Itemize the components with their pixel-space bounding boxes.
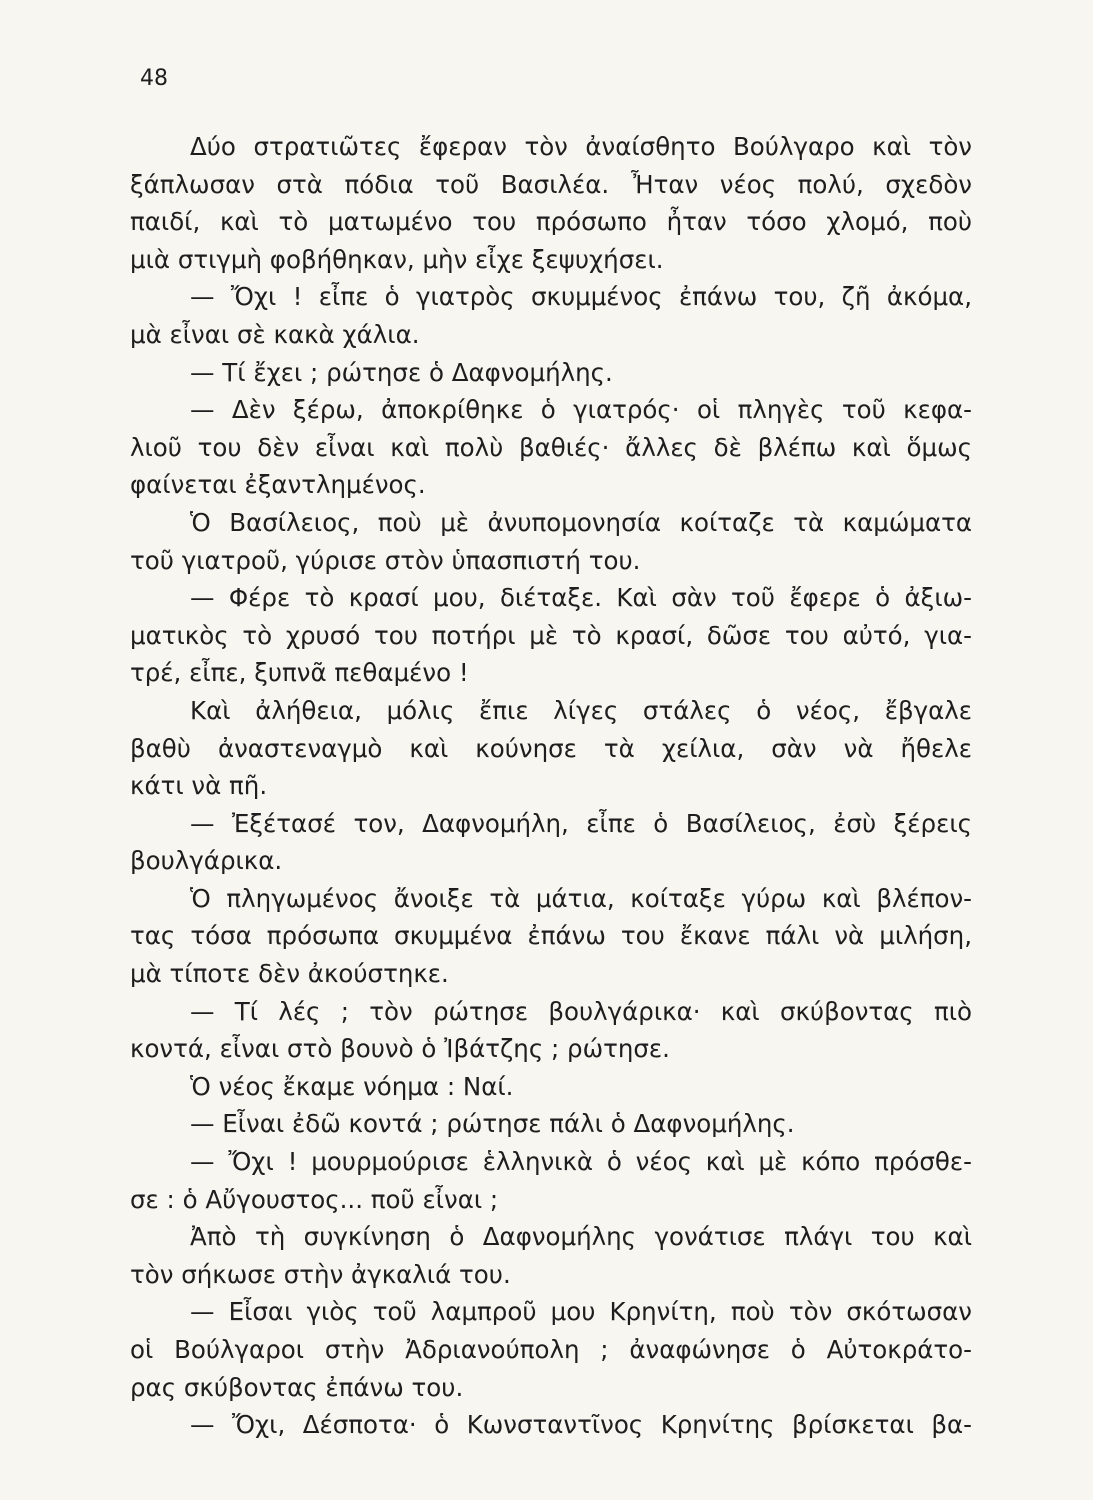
text-line: Ὁ νέος ἔκαμε νόημα : Ναί. xyxy=(190,1071,514,1101)
text-line: μιὰ στιγμὴ φοβήθηκαν, μὴν εἶχε ξεψυχήσει. xyxy=(130,244,664,274)
text-line: — Τί λές ; τὸν ρώτησε βουλγάρικα· καὶ σκύβοντας πιὸ xyxy=(190,996,972,1026)
text-line: Δύο στρατιῶτες ἔφεραν τὸν ἀναίσθητο Βούλγαρο καὶ τὸν xyxy=(190,132,972,161)
text-line: ξάπλωσαν στὰ πόδια τοῦ Βασιλέα. Ἦταν νέος πολύ, σχεδὸν xyxy=(130,169,972,199)
text-line: τρέ, εἶπε, ξυπνᾶ πεθαμένο ! xyxy=(130,658,469,688)
text-line: παιδί, καὶ τὸ ματωμένο του πρόσωπο ἦταν τόσο χλομό, ποὺ xyxy=(130,207,972,237)
text-line: — Ὄχι, Δέσποτα· ὁ Κωνσταντῖνος Κρηνίτης βρίσκεται βα- xyxy=(190,1410,972,1440)
text-line: μὰ τίποτε δὲν ἀκούστηκε. xyxy=(130,959,449,989)
text-line: κοντά, εἶναι στὸ βουνὸ ὁ Ἰβάτζης ; ρώτησε. xyxy=(130,1034,670,1064)
text-line: — Ὄχι ! εἶπε ὁ γιατρὸς σκυμμένος ἐπάνω του, ζῆ ἀκόμα, xyxy=(190,282,972,312)
text-line: βαθὺ ἀναστεναγμὸ καὶ κούνησε τὰ χείλια, σὰν νὰ ἤθελε xyxy=(130,733,972,763)
page-number: 48 xyxy=(140,66,168,91)
body-text xyxy=(130,128,972,1444)
text-line: τας τόσα πρόσωπα σκυμμένα ἐπάνω του ἔκανε πάλι νὰ μιλήση, xyxy=(130,921,972,951)
text-line: — Δὲν ξέρω, ἀποκρίθηκε ὁ γιατρός· οἱ πληγὲς τοῦ κεφα- xyxy=(190,395,972,425)
text-line: ρας σκύβοντας ἐπάνω του. xyxy=(130,1372,464,1402)
text-line: — Ἐξέτασέ τον, Δαφνομήλη, εἶπε ὁ Βασίλειος, ἐσὺ ξέρεις xyxy=(190,808,972,838)
text-line: — Φέρε τὸ κρασί μου, διέταξε. Καὶ σὰν τοῦ ἔφερε ὁ ἀξιω- xyxy=(190,583,972,613)
text-line: — Εἶναι ἐδῶ κοντά ; ρώτησε πάλι ὁ Δαφνομήλης. xyxy=(190,1109,795,1139)
text-line: φαίνεται ἐξαντλημένος. xyxy=(130,470,426,500)
text-line: Ὁ Βασίλειος, ποὺ μὲ ἀνυπομονησία κοίταζε τὰ καμώματα xyxy=(190,507,972,537)
text-line: μὰ εἶναι σὲ κακὰ χάλια. xyxy=(130,319,420,349)
text-line: βουλγάρικα. xyxy=(130,846,283,876)
text-line: Καὶ ἀλήθεια, μόλις ἔπιε λίγες στάλες ὁ νέος, ἔβγαλε xyxy=(190,695,972,725)
text-line: — Τί ἔχει ; ρώτησε ὁ Δαφνομήλης. xyxy=(190,357,613,387)
text-line: οἱ Βούλγαροι στὴν Ἀδριανούπολη ; ἀναφώνησε ὁ Αὐτοκράτο- xyxy=(130,1335,972,1364)
text-line: λιοῦ του δὲν εἶναι καὶ πολὺ βαθιές· ἄλλες δὲ βλέπω καὶ ὅμως xyxy=(130,432,972,462)
text-line: σε : ὁ Αὔγουστος... ποῦ εἶναι ; xyxy=(130,1184,499,1214)
text-line: τοῦ γιατροῦ, γύρισε στὸν ὑπασπιστή του. xyxy=(130,545,641,575)
text-line: — Ὄχι ! μουρμούρισε ἑλληνικὰ ὁ νέος καὶ μὲ κόπο πρόσθε- xyxy=(190,1147,972,1177)
text-line: — Εἶσαι γιὸς τοῦ λαμπροῦ μου Κρηνίτη, ποὺ τὸν σκότωσαν xyxy=(190,1297,972,1327)
text-line: ματικὸς τὸ χρυσό του ποτήρι μὲ τὸ κρασί, δῶσε του αὐτό, για- xyxy=(130,620,972,650)
text-line: κάτι νὰ πῆ. xyxy=(130,771,268,801)
text-line: Ἀπὸ τὴ συγκίνηση ὁ Δαφνομήλης γονάτισε πλάγι του καὶ xyxy=(190,1222,972,1252)
text-line: τὸν σήκωσε στὴν ἀγκαλιά του. xyxy=(130,1259,511,1289)
text-line: Ὁ πληγωμένος ἄνοιξε τὰ μάτια, κοίταξε γύρω καὶ βλέπον- xyxy=(190,883,972,913)
